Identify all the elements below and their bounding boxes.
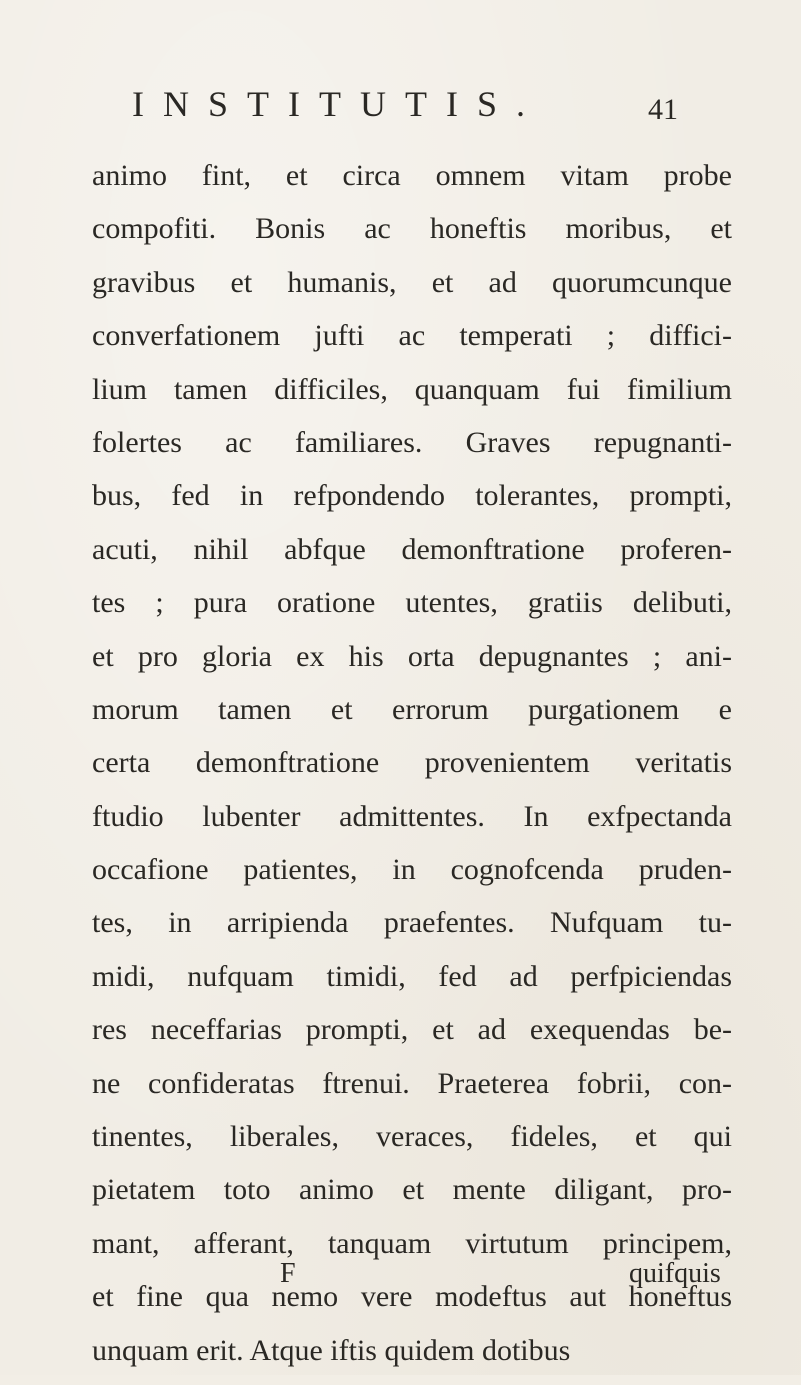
text-line: midi, nufquam timidi, fed ad perfpiciendas [92,959,732,993]
text-line: gravibus et humanis, et ad quorumcunque [92,265,732,299]
text-line: ftudio lubenter admittentes. In exfpectanda [92,799,732,833]
text-line: morum tamen et errorum purgationem e [92,692,732,726]
text-line: certa demonftratione provenientem veritatis [92,746,732,780]
running-head-title: INSTITUTIS. [132,84,544,124]
body-text [92,157,732,1385]
text-line: lium tamen difficiles, quanquam fui fimilium [92,372,732,406]
text-line: animo fint, et circa omnem vitam probe [92,159,732,192]
text-line: et pro gloria ex his orta depugnantes ; ani- [92,639,732,673]
text-line: tes, in arripienda praefentes. Nufquam tu- [92,906,732,940]
text-line: tinentes, liberales, veraces, fideles, et qui [92,1120,732,1154]
text-line: unquam erit. Atque iftis quidem dotibus [92,1333,571,1367]
text-line: occafione patientes, in cognofcenda pruden- [92,853,732,887]
footer-row [92,1255,732,1295]
page-number: 41 [648,93,678,126]
text-line: mant, afferant, tanquam virtutum principem, [92,1226,732,1260]
text-line: pietatem toto animo et mente diligant, pro- [92,1173,732,1207]
text-line: compofiti. Bonis ac honeftis moribus, et [92,212,732,246]
text-line: converfationem jufti ac temperati ; diffici- [92,319,732,353]
catchword: quifquis [629,1258,721,1289]
text-line: tes ; pura oratione utentes, gratiis delibuti, [92,586,732,620]
text-line: ne confideratas ftrenui. Praeterea fobrii, con- [92,1066,732,1100]
text-line: bus, fed in refpondendo tolerantes, prompti, [92,479,732,513]
signature-mark: F [280,1258,296,1289]
running-head [0,84,801,124]
text-line: acuti, nihil abfque demonftratione proferen- [92,532,732,566]
text-line: res neceffarias prompti, et ad exequendas be- [92,1013,732,1047]
text-line: et fine qua nemo vere modeftus aut honeftus [92,1280,732,1314]
text-line: folertes ac familiares. Graves repugnanti- [92,425,732,459]
